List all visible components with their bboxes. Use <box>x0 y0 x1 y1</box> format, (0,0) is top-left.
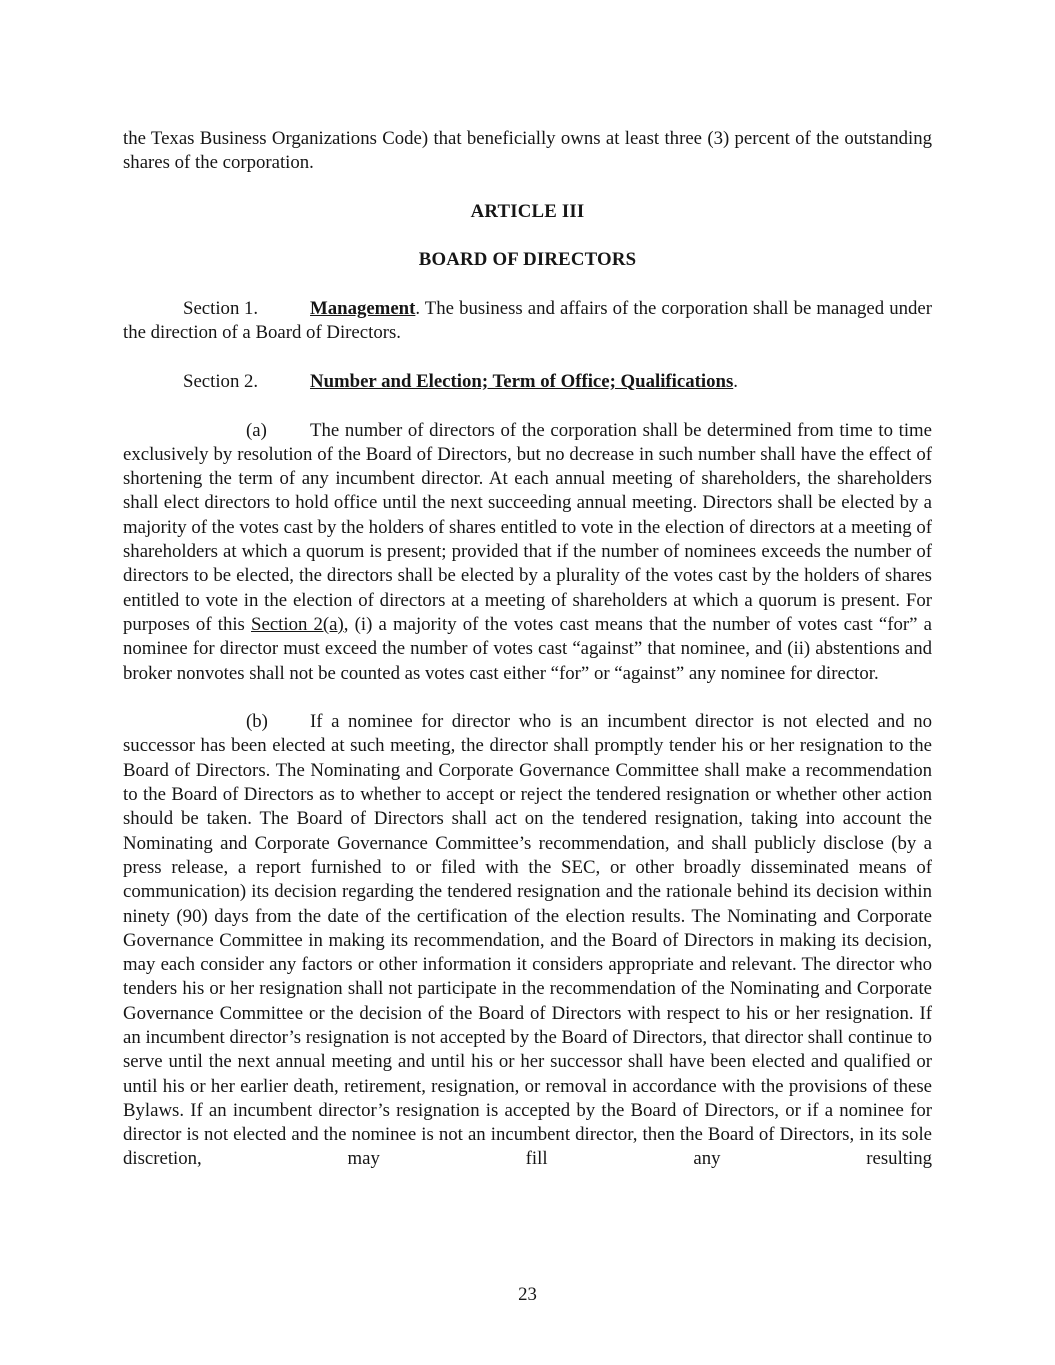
paragraph-a-label: (a) <box>246 419 267 441</box>
article-heading: ARTICLE III <box>470 200 585 222</box>
section-1-body: . The business and affairs of the corporation shall be managed under the direction of a Board of Directors. <box>123 298 932 344</box>
continuation-paragraph: the Texas Business Organizations Code) that beneficially owns at least three (3) percent of the outstanding shares of the corporation. <box>123 128 932 174</box>
paragraph-a-text-before: The number of directors of the corporation shall be determined from time to time exclusively by resolution of the Board of Directors, but no decrease in such number shall have the effect of shortening the term of any incumbent director. At each annual meeting of shareholders, the shareholders shall elect directors to hold office until the next succeeding annual meeting. Directors shall be elected by a majority of the votes cast by the holders of shares entitled to vote in the election of directors at a meeting of shareholders at which a quorum is present; provided that if the number of nominees exceeds the number of directors to be elected, the directors shall be elected by a plurality of the votes cast by the holders of shares entitled to vote in the election of directors at a meeting of shareholders at which a quorum is present. For purposes of this <box>123 419 932 635</box>
paragraph-a-text-after: , (i) a majority of the votes cast means that the number of votes cast “for” a nominee for director must exceed the number of votes cast “against” that nominee, and (ii) abstentions and broker nonvotes shall not be counted as votes cast either “for” or “against” any nominee for director. <box>123 613 932 684</box>
page-number: 23 <box>518 1284 537 1305</box>
section-2-title: Number and Election; Term of Office; Qualifications <box>310 370 734 392</box>
section-2-label: Section 2. <box>183 370 259 392</box>
section-2-paragraph <box>123 370 932 394</box>
paragraph-b-text: If a nominee for director who is an incumbent director is not elected and no successor has been elected at such meeting, the director shall promptly tender his or her resignation to the Board of Directors. The Nominating and Corporate Governance Committee shall make a recommendation to the Board of Directors as to whether to accept or reject the tendered resignation or whether other action should be taken. The Board of Directors shall act on the tendered resignation, taking into account the Nominating and Corporate Governance Committee’s recommendation, and shall publicly disclose (by a press release, a report furnished to or filed with the SEC, or other broadly disseminated means of communication) its decision regarding the tendered resignation and the rationale behind its decision within ninety (90) days from the date of the certification of the election results. The Nominating and Corporate Governance Committee in making its recommendation, and the Board of Directors in making its decision, may each consider any factors or other information it considers appropriate and relevant. The director who tenders his or her resignation shall not participate in the recommendation of the Nominating and Corporate Governance Committee or the decision of the Board of Directors with respect to his or her resignation. If an incumbent director’s resignation is not accepted by the Board of Directors, that director shall continue to serve until the next annual meeting and until his or her successor shall have been elected and qualified or until his or her earlier death, retirement, resignation, or removal in accordance with the provisions of these Bylaws. If an incumbent director’s resignation is accepted by the Board of Directors, or if a nominee for director is not elected and the nominee is not an incumbent director, then the Board of Directors, in its sole discretion, may fill any resulting <box>123 711 932 1170</box>
section-1-title: Management <box>310 298 416 320</box>
paragraph-b-label: (b) <box>246 711 268 733</box>
section-1-paragraph <box>123 297 932 346</box>
section-2-body: . <box>733 370 738 392</box>
section-2a-reference: Section 2(a) <box>251 613 344 635</box>
section-1-label: Section 1. <box>183 298 259 320</box>
article-subheading: BOARD OF DIRECTORS <box>418 249 637 271</box>
paragraph-a <box>123 419 932 686</box>
paragraph-b <box>123 710 932 1172</box>
